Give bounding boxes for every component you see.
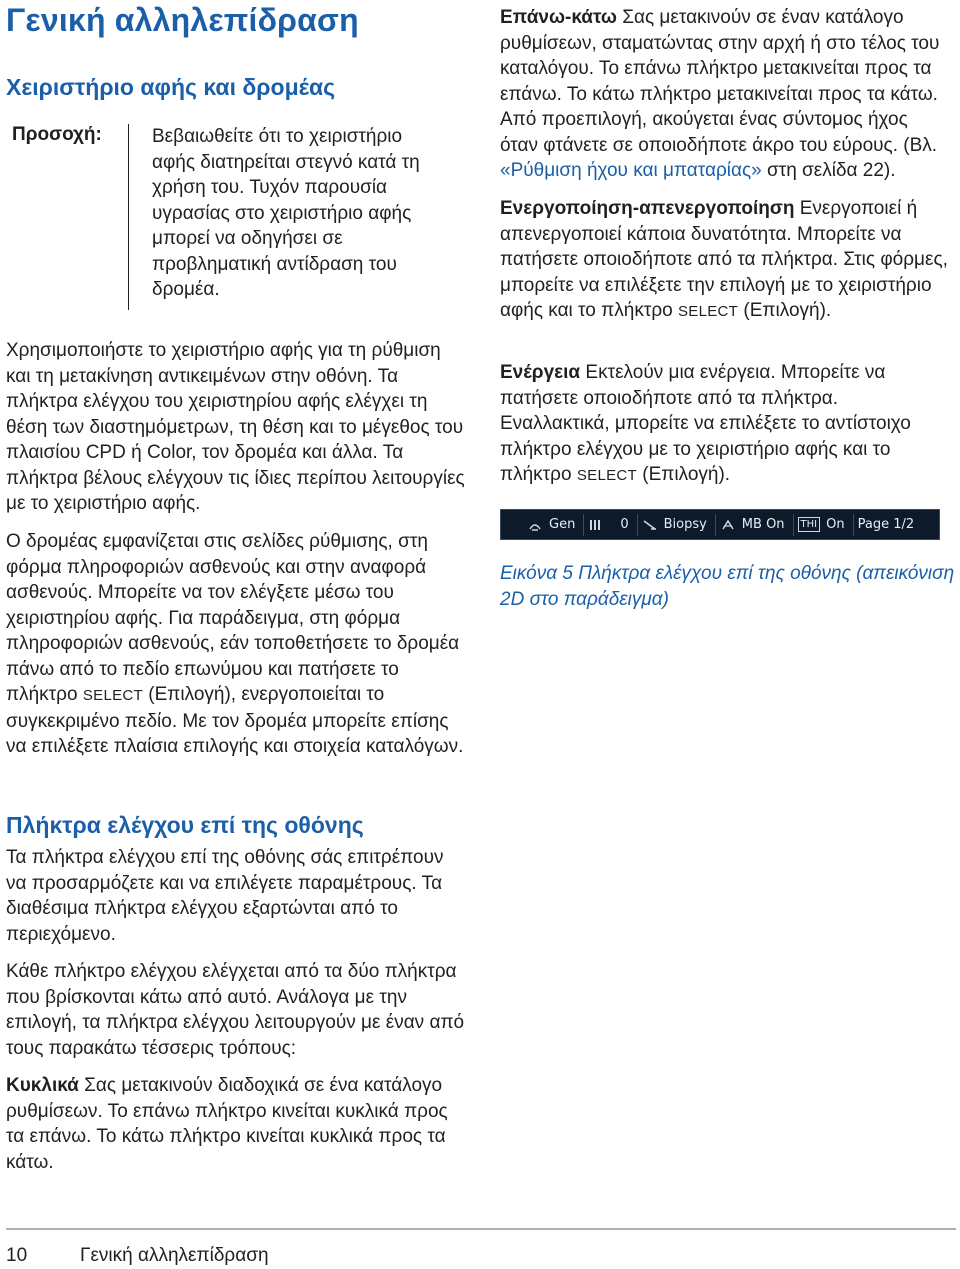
onscreen-intro-paragraph: Τα πλήκτρα ελέγχου επί της οθόνης σάς επιτρέπουν να προσαρμόζετε και να επιλέγετε παραμέτρους. Τα διαθέσιμα πλήκτρα ελέγχου εξαρτώνται από το περιεχόμενο. (6, 847, 444, 945)
section-title-onscreen-controls: Πλήκτρα ελέγχου επί της οθόνης (6, 812, 364, 838)
select-key: SELECT (576, 467, 637, 484)
softkey-mb[interactable]: MB On (716, 514, 794, 536)
footer-title: Γενική αλληλεπίδραση (80, 1245, 269, 1266)
touchpad-paragraph: Χρησιμοποιήστε το χειριστήριο αφής για τη ρύθμιση και τη μετακίνηση αντικειμένων στην οθόνη. Τα πλήκτρα ελέγχου του χειριστηρίου αφής ελέγχει τη θέση των διαστημόμετρων, τη θέση και το μέγεθος του πλαισίου CPD ή Color, τον δρομέα και άλλα. Τα πλήκτρα βέλους ελέγχουν τις ίδιες περίπου λειτουργίες με το χειριστήριο αφής. (6, 340, 465, 514)
cursor-paragraph: Ο δρομέας εμφανίζεται στις σελίδες ρύθμισης, στη φόρμα πληροφοριών ασθενούς και στην αναφορά ασθενούς. Μπορείτε να τον ελέγξετε μέσω του χειριστηρίου αφής. Για παράδειγμα, στη φόρμα πληροφοριών ασθενούς, εάν τοποθετήσετε το δρομέα πάνω από το πεδίο επωνύμου και πατήσετε το πλήκτρο SELECT (Επιλογή), ενεργοποιείται το συγκεκριμένο πεδίο. Με τον δρομέα μπορείτε επίσης να επιλέξετε πλαίσια επιλογής και στοιχεία καταλόγων. (6, 531, 464, 757)
caution-label: Προσοχή: (12, 124, 102, 145)
onscreen-modes-paragraph: Κάθε πλήκτρο ελέγχου ελέγχεται από τα δύο πλήκτρα που βρίσκονται κάτω από αυτό. Ανάλογα με την επιλογή, τα πλήκτρα ελέγχου λειτουργούν με έναν από τους παρακάτω τέσσερις τρόπους: (6, 961, 465, 1059)
action-term: Ενέργεια (500, 362, 581, 383)
softkey-page[interactable]: Page 1/2 (857, 517, 915, 532)
select-key: SELECT (82, 687, 143, 704)
cyclic-paragraph: Κυκλικά Σας μετακινούν διαδοχικά σε ένα κατάλογο ρυθμίσεων. Το επάνω πλήκτρο κινείται κυκλικά προς τα επάνω. Το κάτω πλήκτρο κινείται κυκλικά προς τα κάτω. (6, 1075, 448, 1173)
probe-icon (527, 517, 543, 533)
updown-paragraph: Επάνω-κάτω Σας μετακινούν σε έναν κατάλογο ρυθμίσεων, σταματώντας στην αρχή ή στο τέλος του καταλόγου. Το επάνω πλήκτρο μετακινείται προς τα επάνω. Το κάτω πλήκτρο μετακινείται προς τα κάτω. Από προεπιλογή, ακούγεται ένας σύντομος ήχος όταν φτάνετε σε οποιοδήποτε άκρο του εύρους. (Βλ. «Ρύθμιση ήχου και μπαταρίας» στη σελίδα 22). (500, 7, 940, 181)
footer-divider (6, 1228, 956, 1230)
softkey-gen[interactable]: Gen (523, 514, 584, 536)
onscreen-controls-bar (500, 509, 940, 540)
section-title-touchpad: Χειριστήριο αφής και δρομέας (6, 74, 336, 100)
action-paragraph: Ενέργεια Εκτελούν μια ενέργεια. Μπορείτε να πατήσετε οποιοδήποτε από τα πλήκτρα. Εναλλακτικά, μπορείτε να επιλέξετε το αντίστοιχο πλήκτρο ελέγχου με το χειριστήριο αφής και το πλήκτρο SELECT (Επιλογή). (500, 362, 911, 485)
mb-icon (720, 517, 736, 533)
biopsy-icon (642, 517, 658, 533)
thi-icon: THI (798, 517, 821, 532)
figure-caption: Εικόνα 5 Πλήκτρα ελέγχου επί της οθόνης (απεικόνιση 2D στο παράδειγμα) (500, 563, 955, 610)
page-title: Γενική αλληλεπίδραση (6, 2, 359, 38)
sound-battery-link[interactable]: «Ρύθμιση ήχου και μπαταρίας» (500, 160, 762, 181)
page-number: 10 (6, 1245, 28, 1266)
softkey-biopsy[interactable]: Biopsy (638, 514, 716, 536)
caution-divider (128, 124, 129, 310)
softkey-thi[interactable]: THI On (794, 514, 854, 536)
toggle-term: Ενεργοποίηση-απενεργοποίηση (500, 198, 795, 219)
updown-term: Επάνω-κάτω (500, 7, 617, 28)
toggle-paragraph: Ενεργοποίηση-απενεργοποίηση Ενεργοποιεί ή απενεργοποιεί κάποια δυνατότητα. Μπορείτε να πατήσετε οποιοδήποτε από τα πλήκτρα. Στις φόρμες, μπορείτε να επιλέξετε την επιλογή με το χειριστήριο αφής και το πλήκτρο SELECT (Επιλογή). (500, 198, 948, 321)
gain-bars-icon (588, 517, 604, 533)
softkey-gain[interactable]: 0 (584, 514, 637, 536)
cyclic-term: Κυκλικά (6, 1075, 79, 1096)
caution-text: Βεβαιωθείτε ότι το χειριστήριο αφής διατηρείται στεγνό κατά τη χρήση του. Τυχόν παρουσία υγρασίας στο χειριστήριο αφής μπορεί να οδηγήσει σε προβληματική αντίδραση του δρομέα. (152, 126, 420, 300)
select-key: SELECT (677, 303, 739, 320)
